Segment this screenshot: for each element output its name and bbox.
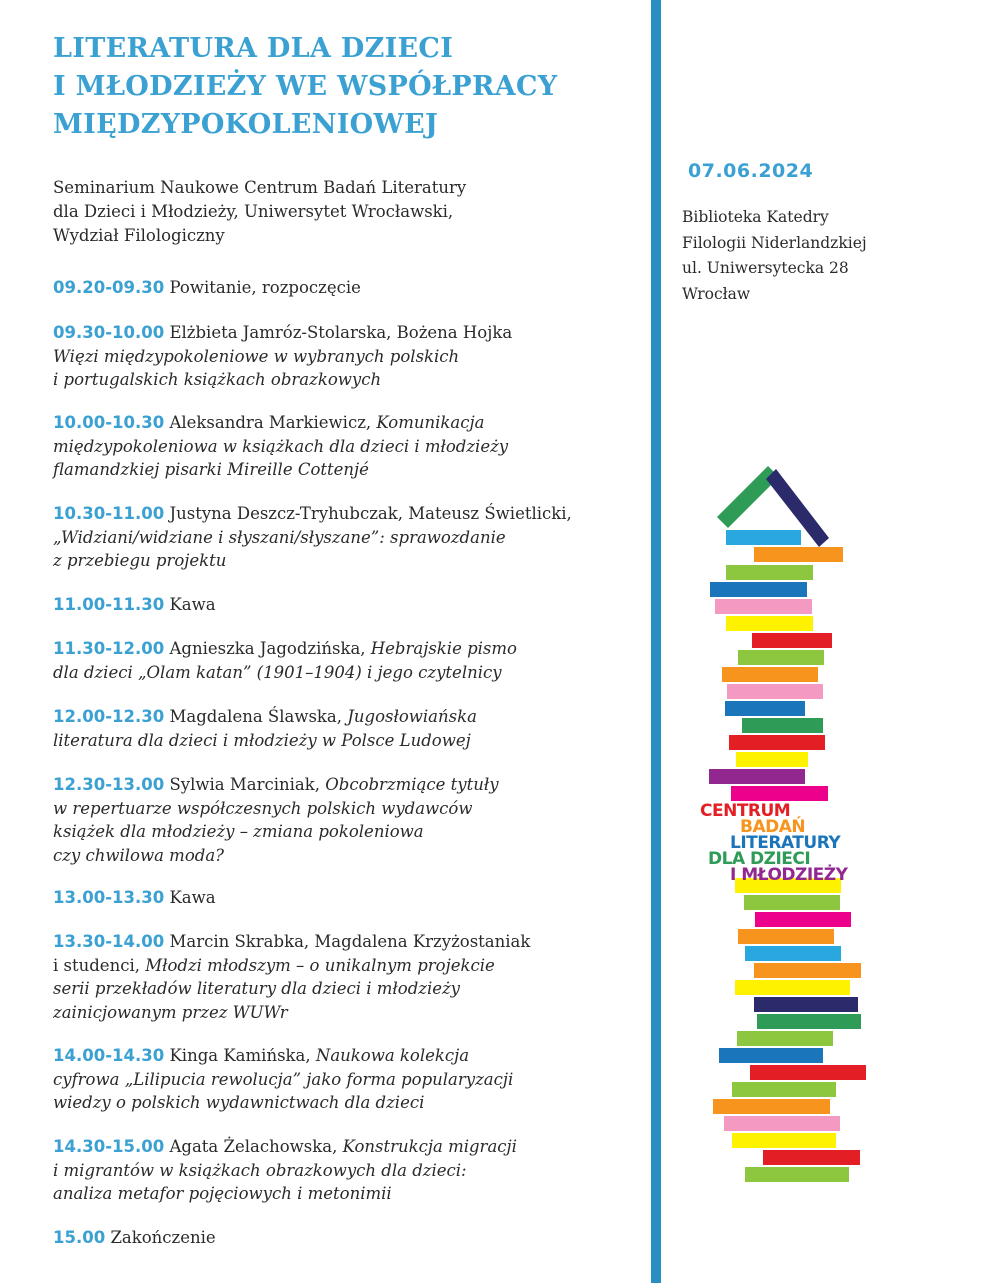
program-item (53, 1226, 216, 1250)
program-speakers: Agata Żelachowska, (164, 1137, 343, 1156)
program-text: Zakończenie (105, 1228, 216, 1247)
program-item (53, 276, 361, 300)
book (726, 530, 801, 545)
program-talk-title: Obcobrzmiące tytuły (325, 775, 499, 794)
program-item (53, 1044, 513, 1115)
program-talk-title: wiedzy o polskich wydawnictwach dla dzieci (53, 1093, 425, 1112)
subtitle-line-2: dla Dzieci i Młodzieży, Uniwersytet Wrocławski, (53, 202, 454, 221)
program-talk-title: Jugosłowiańska (347, 707, 477, 726)
title-line-1: LITERATURA DLA DZIECI (53, 33, 454, 64)
program-time: 14.00-14.30 (53, 1046, 165, 1065)
book (732, 1082, 836, 1097)
program-item (53, 411, 508, 482)
program-speakers: Justyna Deszcz-Tryhubczak, Mateusz Świetlicki, (164, 504, 572, 523)
book (710, 582, 807, 597)
program-speakers: Magdalena Ślawska, (164, 707, 348, 726)
program-time: 11.30-12.00 (53, 639, 165, 658)
book (724, 1116, 840, 1131)
program-item (53, 593, 216, 617)
program-speakers: Agnieszka Jagodzińska, (164, 639, 371, 658)
book (736, 752, 808, 767)
program-talk-title: Więzi międzypokoleniowe w wybranych polskich (53, 346, 460, 366)
program-time: 12.30-13.00 (53, 775, 165, 794)
book (729, 735, 825, 750)
book (732, 1133, 836, 1148)
logo-text-line-5: I MŁODZIEŻY (730, 865, 848, 885)
program-talk-title: i migrantów w książkach obrazkowych dla dzieci: (53, 1160, 467, 1180)
program-item (53, 1135, 517, 1206)
program-text: Kawa (164, 595, 216, 614)
title-line-2: I MŁODZIEŻY WE WSPÓŁPRACY (53, 71, 558, 102)
program-talk-title: i portugalskich książkach obrazkowych (53, 370, 382, 389)
subtitle-line-3: Wydział Filologiczny (53, 226, 225, 245)
program-speakers: Aleksandra Markiewicz, (164, 413, 377, 432)
book (763, 1150, 860, 1165)
event-date: 07.06.2024 (688, 160, 814, 182)
program-talk-title: z przebiegu projektu (53, 551, 227, 570)
book (745, 1167, 849, 1182)
book (742, 718, 823, 733)
program-speakers: Elżbieta Jamróz-Stolarska, Bożena Hojka (164, 323, 513, 342)
program-time: 10.30-11.00 (53, 504, 165, 523)
program-item (53, 705, 477, 752)
logo-text-line-1: CENTRUM (700, 801, 791, 821)
program-talk-title: Konstrukcja migracji (342, 1137, 517, 1156)
program-time: 13.00-13.30 (53, 888, 165, 907)
book (738, 929, 834, 944)
program-time: 11.00-11.30 (53, 595, 165, 614)
book (731, 786, 828, 801)
event-venue (682, 205, 867, 307)
book (719, 1048, 823, 1063)
book (726, 616, 813, 631)
book (725, 701, 805, 716)
program-talk-title: serii przekładów literatury dla dzieci i młodzieży (53, 979, 461, 998)
book (709, 769, 805, 784)
logo-wordmark (700, 801, 849, 885)
program-speakers: i studenci, (53, 955, 146, 975)
program-time: 12.00-12.30 (53, 707, 165, 726)
book (750, 1065, 866, 1080)
program-talk-title: Młodzi młodszym – o unikalnym projekcie (145, 955, 495, 975)
program-item (53, 502, 572, 573)
book (754, 963, 861, 978)
book (745, 946, 841, 961)
program-time: 14.30-15.00 (53, 1137, 165, 1156)
title-line-3: MIĘDZYPOKOLENIOWEJ (53, 109, 439, 140)
program-talk-title: w repertuarze współczesnych polskich wydawców (53, 798, 473, 818)
program-talk-title: cyfrowa „Lilipucia rewolucja” jako forma popularyzacji (53, 1069, 514, 1089)
logo-text-line-3: LITERATURY (730, 833, 841, 853)
subtitle-line-1: Seminarium Naukowe Centrum Badań Literatury (53, 178, 467, 197)
program-text: Kawa (164, 888, 216, 907)
book-stack-logo (690, 455, 890, 1195)
venue-line-2: Filologii Niderlandzkiej (682, 233, 867, 252)
program-talk-title: Hebrajskie pismo (370, 639, 517, 658)
event-title (53, 30, 557, 144)
program-item (53, 886, 216, 910)
book (726, 565, 813, 580)
book (713, 1099, 830, 1114)
program-talk-title: książek dla młodzieży – zmiana pokoleniowa (53, 822, 424, 841)
program-time: 10.00-10.30 (53, 413, 165, 432)
program-speakers: Kinga Kamińska, (164, 1046, 316, 1065)
venue-line-3: ul. Uniwersytecka 28 (682, 259, 849, 277)
book (752, 633, 832, 648)
logo-text-line-4: DLA DZIECI (708, 849, 811, 869)
program-time: 09.30-10.00 (53, 323, 165, 342)
program-speakers: Marcin Skrabka, Magdalena Krzyżostaniak (164, 932, 531, 951)
book (715, 599, 812, 614)
book (754, 997, 858, 1012)
program-talk-title: „Widziani/widziane i słyszani/słyszane”: sprawozdanie (53, 527, 506, 547)
book (757, 1014, 861, 1029)
program-time: 13.30-14.00 (53, 932, 165, 951)
organizer-subtitle (53, 176, 466, 248)
program-time: 09.20-09.30 (53, 278, 165, 297)
book (737, 1031, 833, 1046)
book (727, 684, 823, 699)
program-time: 15.00 (53, 1228, 106, 1247)
program-talk-title: flamandzkiej pisarki Mireille Cottenjé (53, 460, 369, 479)
program-item (53, 321, 512, 392)
book (735, 980, 850, 995)
logo-text-line-2: BADAŃ (740, 817, 806, 837)
program-item (53, 773, 499, 867)
book (722, 667, 818, 682)
program-item (53, 930, 530, 1024)
program-talk-title: literatura dla dzieci i młodzieży w Polsce Ludowej (53, 730, 471, 750)
program-talk-title: Naukowa kolekcja (315, 1046, 470, 1065)
program-talk-title: analiza metafor pojęciowych i metonimii (53, 1184, 392, 1203)
program-talk-title: międzypokoleniowa w książkach dla dzieci i młodzieży (53, 436, 509, 456)
program-talk-title: dla dzieci „Olam katan” (1901–1904) i jego czytelnicy (53, 662, 502, 682)
book (744, 895, 840, 910)
program-talk-title: Komunikacja (376, 413, 485, 432)
program-text: Powitanie, rozpoczęcie (164, 278, 361, 297)
book (738, 650, 824, 665)
book (754, 547, 843, 562)
program-speakers: Sylwia Marciniak, (164, 775, 326, 794)
program-talk-title: czy chwilowa moda? (53, 845, 225, 865)
program-item (53, 637, 517, 684)
venue-line-1: Biblioteka Katedry (682, 208, 829, 226)
program-talk-title: zainicjowanym przez WUWr (53, 1002, 288, 1022)
book (755, 912, 851, 927)
venue-line-4: Wrocław (682, 284, 751, 303)
vertical-divider (651, 0, 661, 1283)
